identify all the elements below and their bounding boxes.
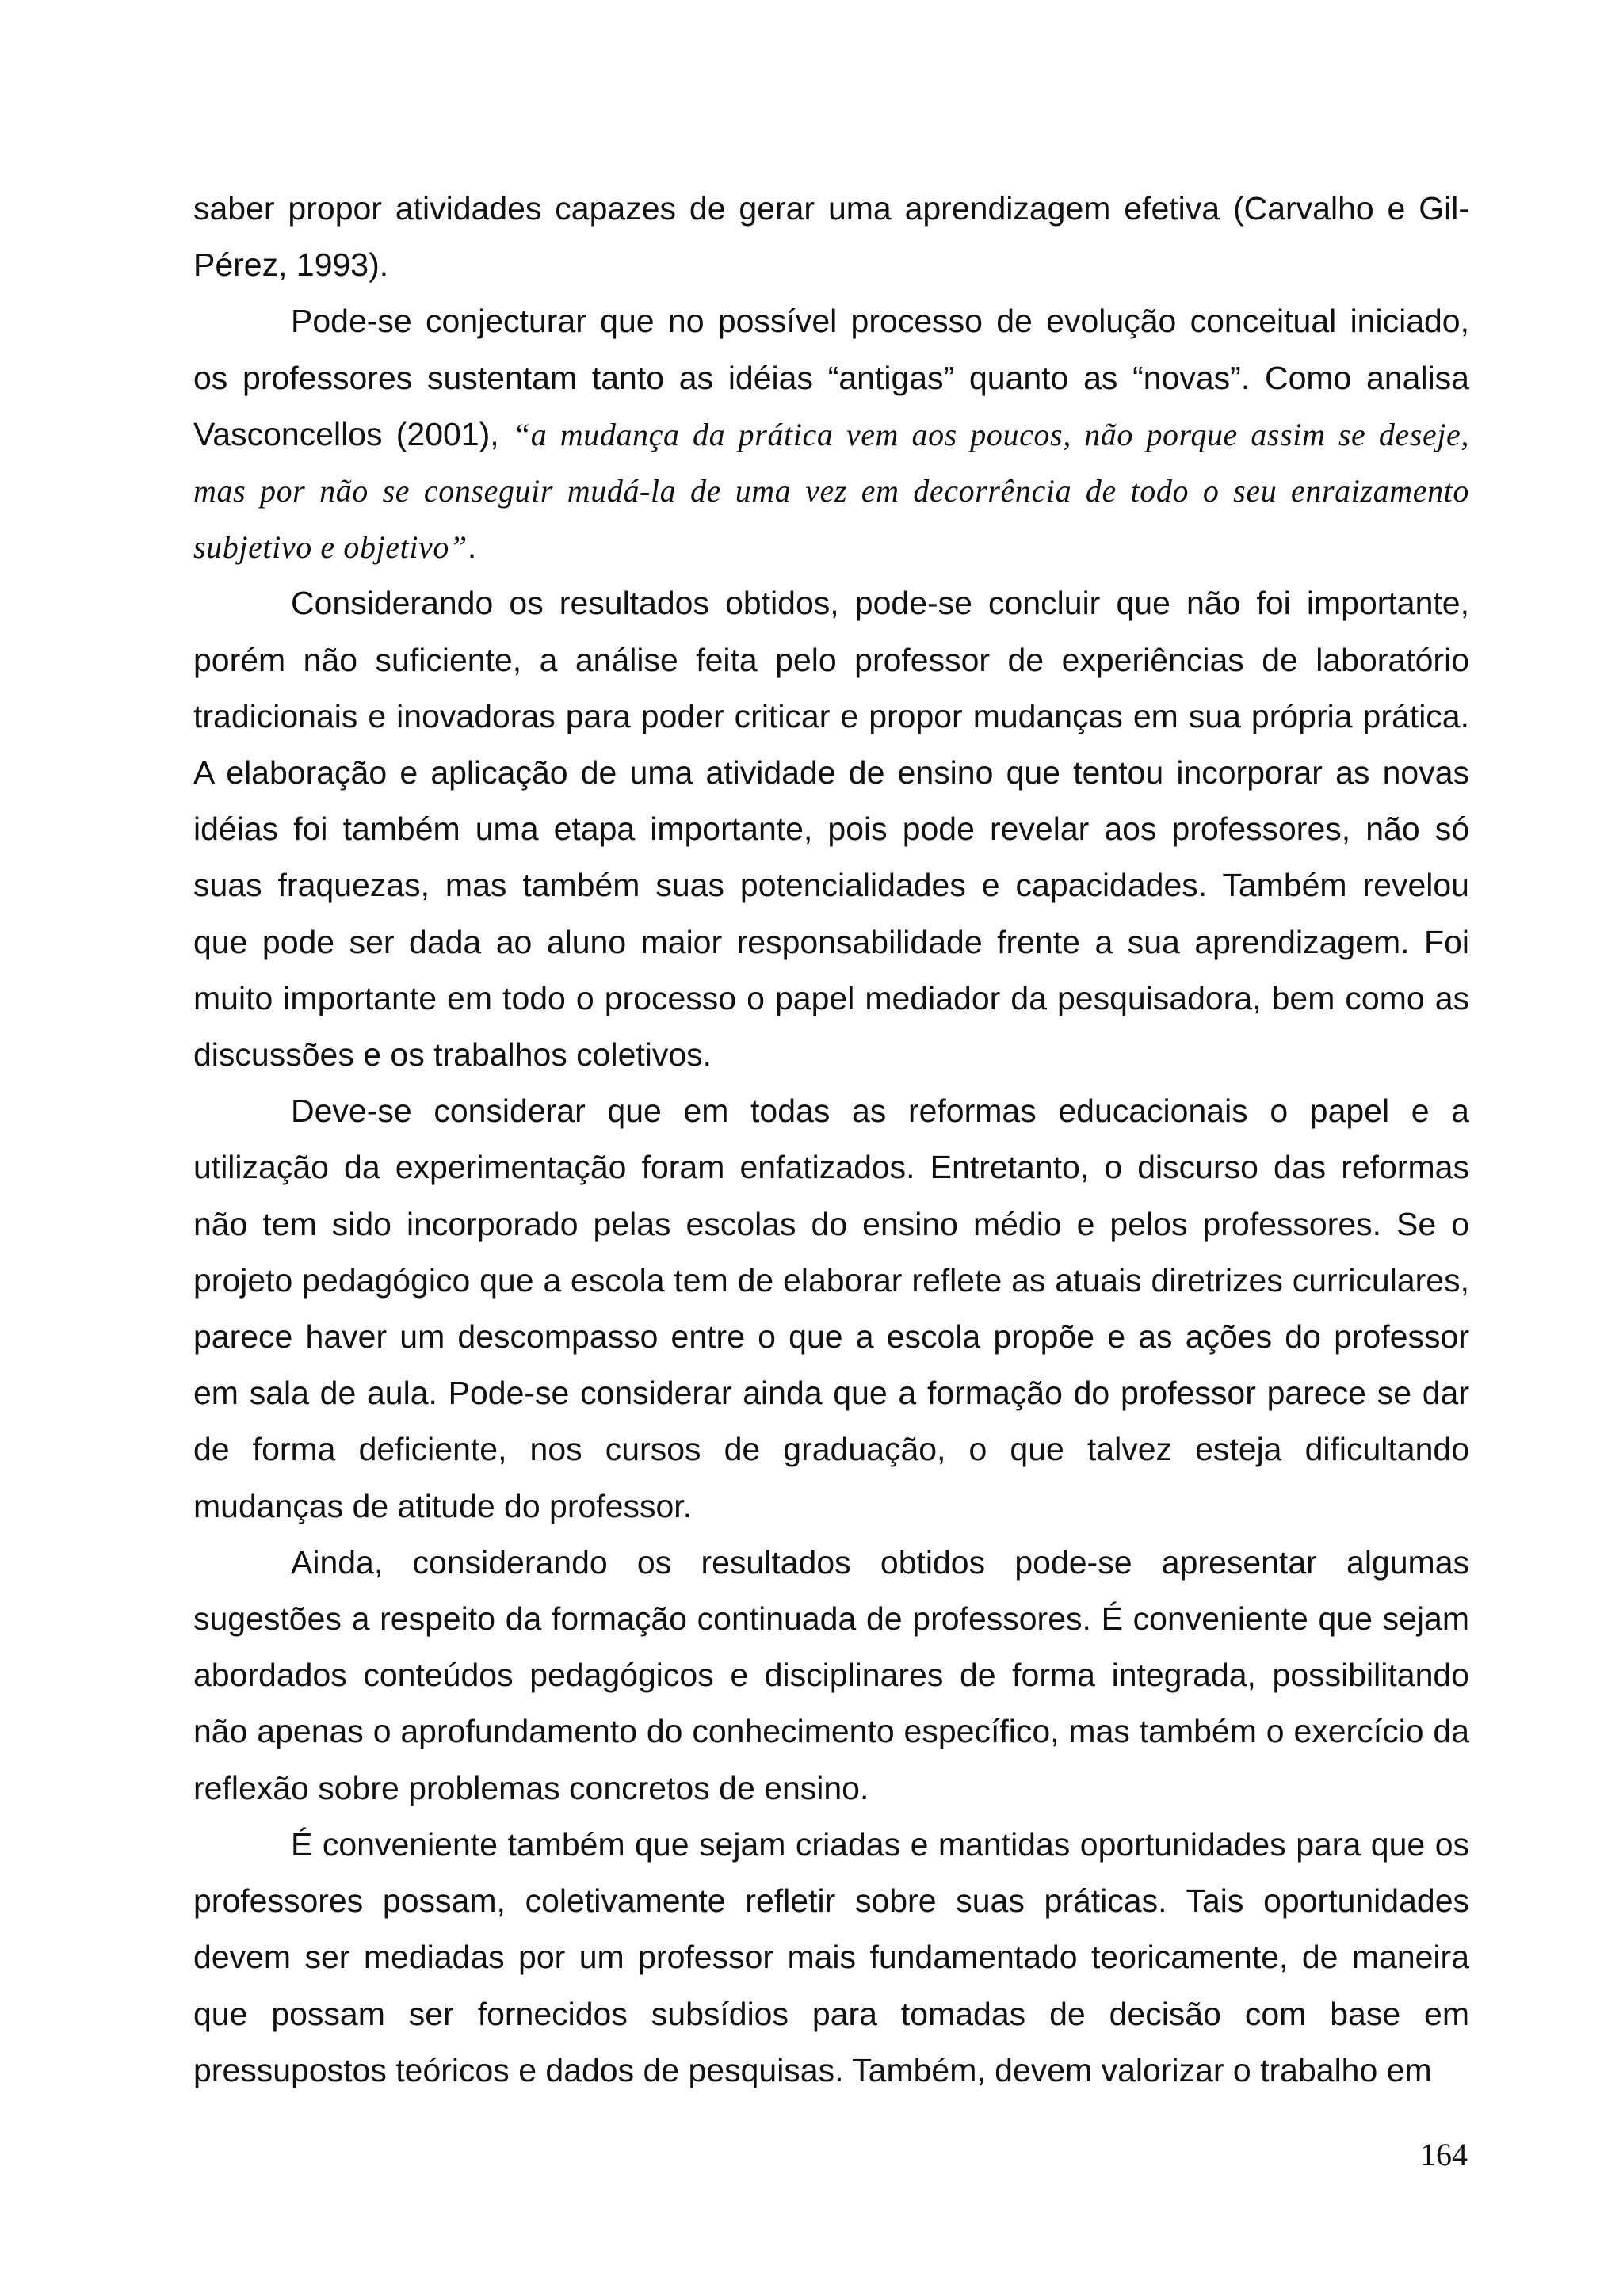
paragraph-2-period: . (467, 528, 477, 566)
paragraph-4-text: Deve-se considerar que em todas as reformas educacionais o papel e a utilização da experimentação foram enfatizados. Entretanto, o discurso das reformas não tem sido incorporado pelas escolas do ensino médio e pelos professores. Se o projeto pedagógico que a escola tem de elaborar reflete as atuais diretrizes curriculares, parece haver um descompasso entre o que a escola propõe e as ações do professor em sala de aula. Pode-se considerar ainda que a formação do professor parece se dar de forma deficiente, nos cursos de graduação, o que talvez esteja dificultando mudanças de atitude do professor. (193, 1093, 1469, 1524)
paragraph-5 (193, 1535, 1469, 1817)
paragraph-3 (193, 575, 1469, 1083)
paragraph-2-text: Pode-se conjecturar que no possível processo de evolução conceitual iniciado, os professores sustentam tanto as idéias “antigas” quanto as “novas”. Como analisa Vasconcellos (2001), (193, 303, 1469, 452)
paragraph-2 (193, 293, 1469, 575)
vasconcellos-quote: “a mudança da prática vem aos poucos, não porque assim se deseje, mas por não se conseguir mudá-la de uma vez em decorrência de todo o seu enraizamento subjetivo e objetivo” (193, 416, 1469, 566)
paragraph-4 (193, 1083, 1469, 1535)
paragraph-6-text: É conveniente também que sejam criadas e mantidas oportunidades para que os professores possam, coletivamente refletir sobre suas práticas. Tais oportunidades devem ser mediadas por um professor mais fundamentado teoricamente, de maneira que possam ser fornecidos subsídios para tomadas de decisão com base em pressupostos teóricos e dados de pesquisas. Também, devem valorizar o trabalho em (193, 1825, 1469, 2088)
body-text (193, 181, 1469, 2099)
paragraph-5-text: Ainda, considerando os resultados obtidos pode-se apresentar algumas sugestões a respeito da formação continuada de professores. É conveniente que sejam abordados conteúdos pedagógicos e disciplinares de forma integrada, possibilitando não apenas o aprofundamento do conhecimento específico, mas também o exercício da reflexão sobre problemas concretos de ensino. (193, 1543, 1469, 1806)
paragraph-6 (193, 1817, 1469, 2099)
paragraph-3-text: Considerando os resultados obtidos, pode-se concluir que não foi importante, porém não suficiente, a análise feita pelo professor de experiências de laboratório tradicionais e inovadoras para poder criticar e propor mudanças em sua própria prática. A elaboração e aplicação de uma atividade de ensino que tentou incorporar as novas idéias foi também uma etapa importante, pois pode revelar aos professores, não só suas fraquezas, mas também suas potencialidades e capacidades. Também revelou que pode ser dada ao aluno maior responsabilidade frente a sua aprendizagem. Foi muito importante em todo o processo o papel mediador da pesquisadora, bem como as discussões e os trabalhos coletivos. (193, 585, 1469, 1074)
page-number: 164 (1420, 2137, 1468, 2172)
paragraph-1-text: saber propor atividades capazes de gerar uma aprendizagem efetiva (Carvalho e Gil-Pérez, 1993). (193, 190, 1469, 284)
paragraph-1 (193, 181, 1469, 293)
